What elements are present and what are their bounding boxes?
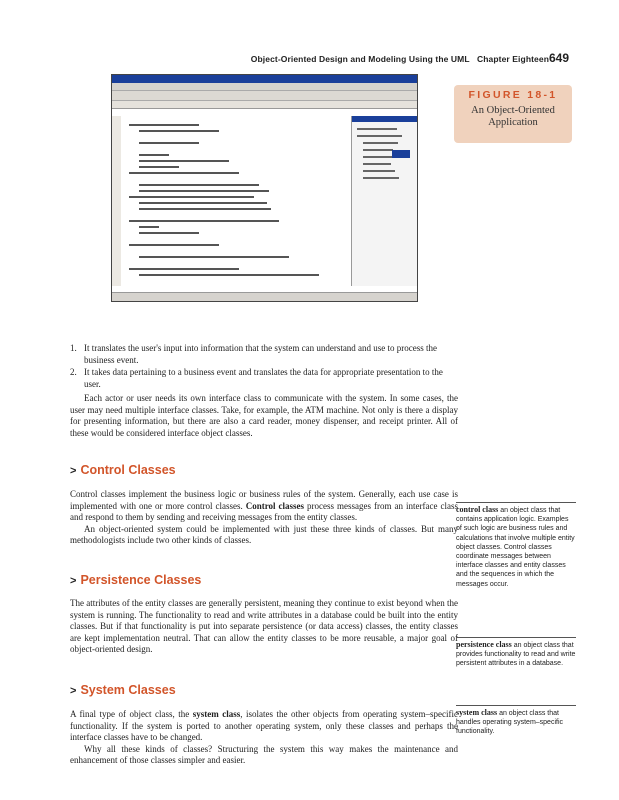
glossary-persistence-class [456, 637, 576, 669]
control-paragraph-1: Control classes implement the business logic or business rules of the system. Generally, each use case is implemented with one or more control classes. Control classes process messages from an interface class and respond to them by sending and receiving messages from the entity classes. [70, 489, 458, 523]
tree-item-line [357, 128, 397, 130]
code-line [139, 202, 267, 204]
list-item: 1. It translates the user's input into information that the system can understand and use to process the business event. [70, 343, 438, 365]
glossary-term: control class [456, 505, 499, 514]
glossary-control-class [456, 502, 576, 589]
selected-tree-item [392, 150, 410, 158]
tree-item-line [363, 177, 399, 179]
system-paragraph-2: Why all these kinds of classes? Structuring the system this way makes the maintenance and enhancement of those classes simpler and easier. [70, 743, 458, 766]
figure-label: FIGURE 18-1 [468, 89, 558, 101]
system-paragraph-1: A final type of object class, the system class, isolates the other objects from operating system–specific functionality. If the system is ported to another operating system, only these classes and perhaps the interface classes have to be changed. [70, 709, 458, 743]
code-line [139, 142, 199, 144]
page-number: 649 [548, 51, 569, 65]
solution-explorer-header [352, 116, 417, 122]
code-line [129, 196, 254, 198]
tree-item-line [363, 142, 398, 144]
code-line [139, 208, 271, 210]
section-heading-control: > Control Classes [70, 463, 176, 477]
code-line [129, 124, 199, 126]
code-line [139, 190, 269, 192]
system-section-body [70, 709, 458, 767]
glossary-definition: an object class that contains application logic. Examples of such logic are business rules and calculations that involve multiple entity object classes. Control classes coordinate messages between interface classes and entity classes and the sequences in which the messages occur. [456, 507, 575, 588]
running-header [0, 52, 619, 68]
chapter-label: Chapter Eighteen [477, 54, 549, 64]
tree-item-line [363, 170, 395, 172]
code-line [139, 130, 219, 132]
code-line [139, 256, 289, 258]
glossary-term: system class [456, 708, 498, 717]
glossary-definition: an object class that provides functionality to read and write persistent attributes in a database. [456, 642, 576, 668]
ide-gutter [112, 116, 121, 286]
code-line [139, 232, 199, 234]
tree-item-line [363, 149, 393, 151]
running-title: Object-Oriented Design and Modeling Using the UML [250, 54, 470, 64]
persistence-section-body [70, 598, 458, 656]
solution-explorer [352, 116, 417, 286]
code-editor [121, 116, 352, 286]
code-line [129, 220, 279, 222]
ide-statusbar [112, 292, 417, 301]
ide-tabs [112, 101, 417, 109]
code-line [139, 184, 259, 186]
control-paragraph-2: An object-oriented system could be implemented with just these three kinds of classes. But many methodologists include two other kinds of classes. [70, 523, 458, 546]
intro-paragraph: Each actor or user needs its own interface class to communicate with the system. In some cases, the user may need multiple interface classes. Take, for example, the ATM machine. Not only is there a display for presenting information, but there are also a card reader, money dispenser, and receipt printer. All of these would be considered interface object classes. [70, 393, 458, 438]
code-line [129, 244, 219, 246]
code-line [139, 160, 229, 162]
tree-item-line [363, 163, 391, 165]
code-line [139, 226, 159, 228]
code-line [139, 166, 179, 168]
glossary-definition: an object class that handles operating system–specific functionality. [456, 710, 564, 736]
tree-item-line [357, 135, 402, 137]
ide-titlebar [112, 75, 417, 83]
control-section-body [70, 489, 458, 547]
code-line [139, 274, 319, 276]
intro-paragraph-block [70, 393, 458, 439]
code-line [129, 172, 239, 174]
ide-toolbar [112, 91, 417, 101]
persistence-paragraph: The attributes of the entity classes are generally persistent, meaning they continue to exist beyond when the system is running. The functionality to read and write attributes in a database could be built into the entity classes. But if that functionality is put into separate persistence (or data access) classes, the entity classes are kept implementation neutral. That can allow the entity classes to be more reusable, a major goal of object-oriented design. [70, 598, 458, 655]
ide-screenshot [111, 74, 418, 302]
figure-caption-box [454, 85, 572, 143]
glossary-system-class [456, 705, 576, 737]
figure-caption: An Object-Oriented Application [471, 105, 555, 128]
section-heading-persistence: > Persistence Classes [70, 573, 202, 587]
code-line [139, 154, 169, 156]
glossary-term: persistence class [456, 640, 512, 649]
list-item: 2. It takes data pertaining to a business event and translates the data for appropriate presentation to the user. [70, 367, 443, 389]
ide-menubar [112, 83, 417, 91]
section-heading-system: > System Classes [70, 683, 176, 697]
code-line [129, 268, 239, 270]
numbered-list [70, 343, 458, 391]
